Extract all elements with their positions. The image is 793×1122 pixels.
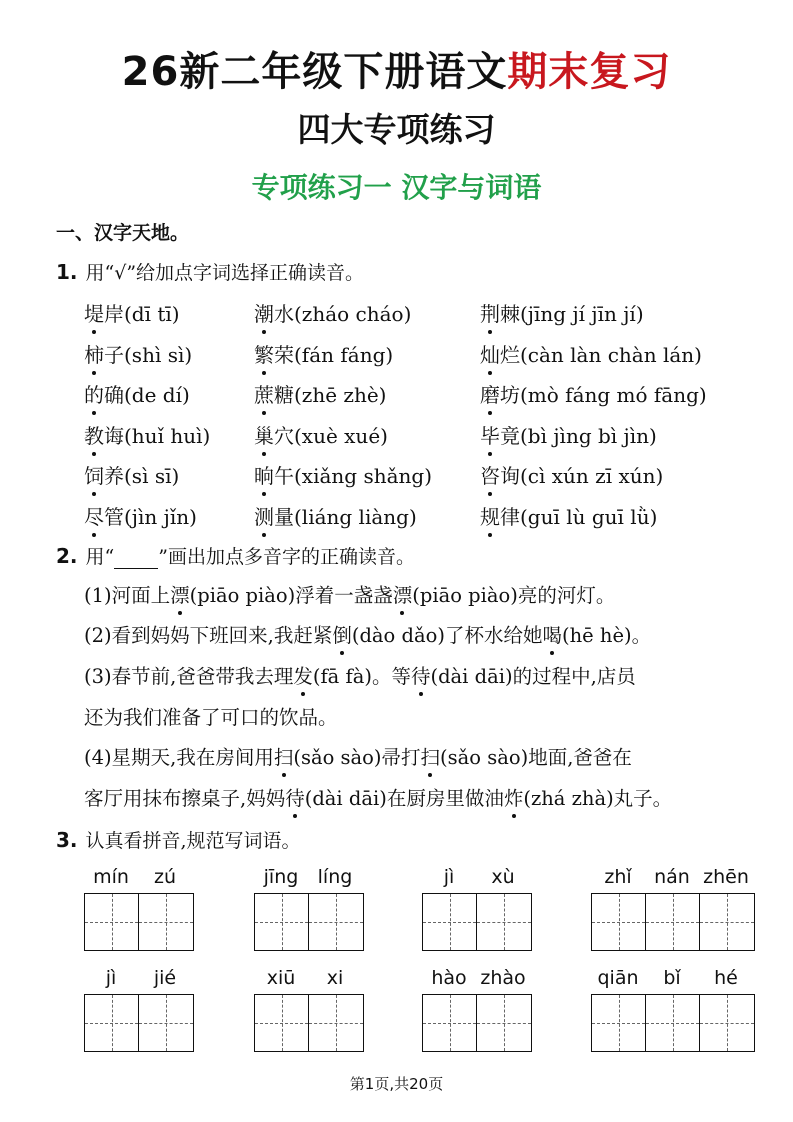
dotted-character: 柿 [84,339,104,368]
reading-choice-item: 的确(de dí) [84,379,190,408]
pinyin-syllable: zú [153,866,176,888]
dotted-character: 规 [480,501,500,530]
dotted-character: 咨 [480,460,500,489]
pinyin-syllable: jié [153,967,177,989]
tian-grid-cell[interactable] [85,995,139,1051]
sentence-line: (4)星期天,我在房间用扫(sǎo sào)帚打扫(sǎo sào)地面,爸爸在 [84,742,632,770]
question-3: 3. 认真看拼音,规范写词语。 [56,828,301,852]
pinyin-syllable: xù [491,866,515,888]
tian-grid-cell[interactable] [592,894,646,950]
pinyin-syllable: hào [431,967,467,989]
title-highlight: 期末复习 [507,49,672,95]
dotted-character: 喝 [542,620,562,648]
tian-grid-cell[interactable] [139,995,193,1051]
dotted-character: 发 [293,661,313,689]
dotted-character: 灿 [480,339,500,368]
dotted-character: 毕 [480,420,500,449]
section-title: 专项练习一 汉字与词语 [251,171,542,204]
sentence-line: 客厅用抹布擦桌子,妈妈待(dài dāi)在厨房里做油炸(zhá zhà)丸子。 [84,783,672,811]
reading-choice-item: 磨坊(mò fáng mó fāng) [480,379,707,408]
writing-box-group[interactable] [254,893,364,951]
dotted-character: 教 [84,420,104,449]
reading-choice-item: 规律(guī lù guī lǜ) [480,501,657,530]
dotted-character: 潮 [254,298,274,327]
sentence-line: 还为我们准备了可口的饮品。 [84,706,338,729]
reading-choice-item: 咨询(cì xún zī xún) [480,460,663,489]
pinyin-syllable: qiān [597,967,639,989]
pinyin-syllable: xi [326,967,344,989]
pinyin-syllable: hé [714,967,738,989]
pinyin-syllable: zhēn [703,866,749,888]
dotted-character: 饲 [84,460,104,489]
dotted-character: 巢 [254,420,274,449]
page-subtitle: 四大专项练习 [297,110,496,149]
dotted-character: 漂 [170,580,190,608]
reading-choice-item: 荆棘(jīng jí jīn jí) [480,298,644,327]
writing-box-group[interactable] [422,893,532,951]
reading-choice-item: 测量(liáng liàng) [254,501,417,530]
tian-grid-cell[interactable] [423,995,477,1051]
tian-grid-cell[interactable] [423,894,477,950]
writing-box-group[interactable] [84,994,194,1052]
dotted-character: 待 [285,783,305,811]
pinyin-syllable: jīng [263,866,299,888]
dotted-character: 蔗 [254,379,274,408]
reading-choice-item: 灿烂(càn làn chàn lán) [480,339,702,368]
tian-grid-cell[interactable] [700,995,754,1051]
pinyin-syllable: jì [105,967,117,989]
tian-grid-cell[interactable] [309,995,363,1051]
dotted-character: 磨 [480,379,500,408]
tian-grid-cell[interactable] [646,894,700,950]
reading-choice-item: 蔗糖(zhē zhè) [254,379,386,408]
writing-box-group[interactable] [422,994,532,1052]
tian-grid-cell[interactable] [309,894,363,950]
part-heading: 一、汉字天地。 [56,222,190,244]
dotted-character: 晌 [254,460,274,489]
sentence-line: (2)看到妈妈下班回来,我赶紧倒(dào dǎo)了杯水给她喝(hē hè)。 [84,620,651,648]
dotted-character: 漂 [393,580,413,608]
pinyin-syllable: zhào [480,967,526,989]
tian-grid-cell[interactable] [646,995,700,1051]
pinyin-syllable: nán [654,866,690,888]
tian-grid-cell[interactable] [700,894,754,950]
dotted-character: 扫 [421,742,441,770]
question-1: 1. 用“√”给加点字词选择正确读音。 [56,260,365,284]
dotted-character: 荆 [480,298,500,327]
reading-choice-item: 教诲(huǐ huì) [84,420,210,449]
dotted-character: 待 [411,661,431,689]
tian-grid-cell[interactable] [592,995,646,1051]
reading-choice-item: 尽管(jìn jǐn) [84,501,197,530]
dotted-character: 尽 [84,501,104,530]
writing-box-group[interactable] [254,994,364,1052]
tian-grid-cell[interactable] [255,894,309,950]
answer-blank [114,549,158,569]
tian-grid-cell[interactable] [255,995,309,1051]
page-title: 26新二年级下册语文期末复习 [121,49,672,95]
pinyin-syllable: zhǐ [604,866,632,888]
pinyin-syllable: bǐ [663,967,681,989]
dotted-character: 测 [254,501,274,530]
pinyin-syllable: jì [443,866,455,888]
reading-choice-item: 堤岸(dī tī) [84,298,180,327]
dotted-character: 的 [84,379,104,408]
reading-choice-item: 巢穴(xuè xué) [254,420,388,449]
pinyin-syllable: mín [93,866,129,888]
dotted-character: 堤 [84,298,104,327]
tian-grid-cell[interactable] [85,894,139,950]
writing-box-group[interactable] [591,994,755,1052]
sentence-line: (3)春节前,爸爸带我去理发(fā fà)。等待(dài dāi)的过程中,店员 [84,661,636,689]
tian-grid-cell[interactable] [139,894,193,950]
dotted-character: 炸 [504,783,524,811]
dotted-character: 倒 [332,620,352,648]
sentence-line: (1)河面上漂(piāo piào)浮着一盏盏漂(piāo piào)亮的河灯。 [84,580,615,608]
reading-choice-item: 柿子(shì sì) [84,339,192,368]
dotted-character: 繁 [254,339,274,368]
tian-grid-cell[interactable] [477,995,531,1051]
reading-choice-item: 毕竟(bì jìng bì jìn) [480,420,657,449]
reading-choice-item: 繁荣(fán fáng) [254,339,393,368]
reading-choice-item: 晌午(xiǎng shǎng) [254,460,432,489]
writing-box-group[interactable] [84,893,194,951]
writing-box-group[interactable] [591,893,755,951]
question-2: 2. 用“ ”画出加点多音字的正确读音。 [56,544,415,568]
reading-choice-item: 饲养(sì sī) [84,460,179,489]
reading-choice-item: 潮水(zháo cháo) [254,298,411,327]
pinyin-syllable: líng [317,866,353,888]
dotted-character: 扫 [274,742,294,770]
pinyin-syllable: xiū [266,967,296,989]
page-footer: 第1页,共20页 [349,1075,444,1093]
tian-grid-cell[interactable] [477,894,531,950]
